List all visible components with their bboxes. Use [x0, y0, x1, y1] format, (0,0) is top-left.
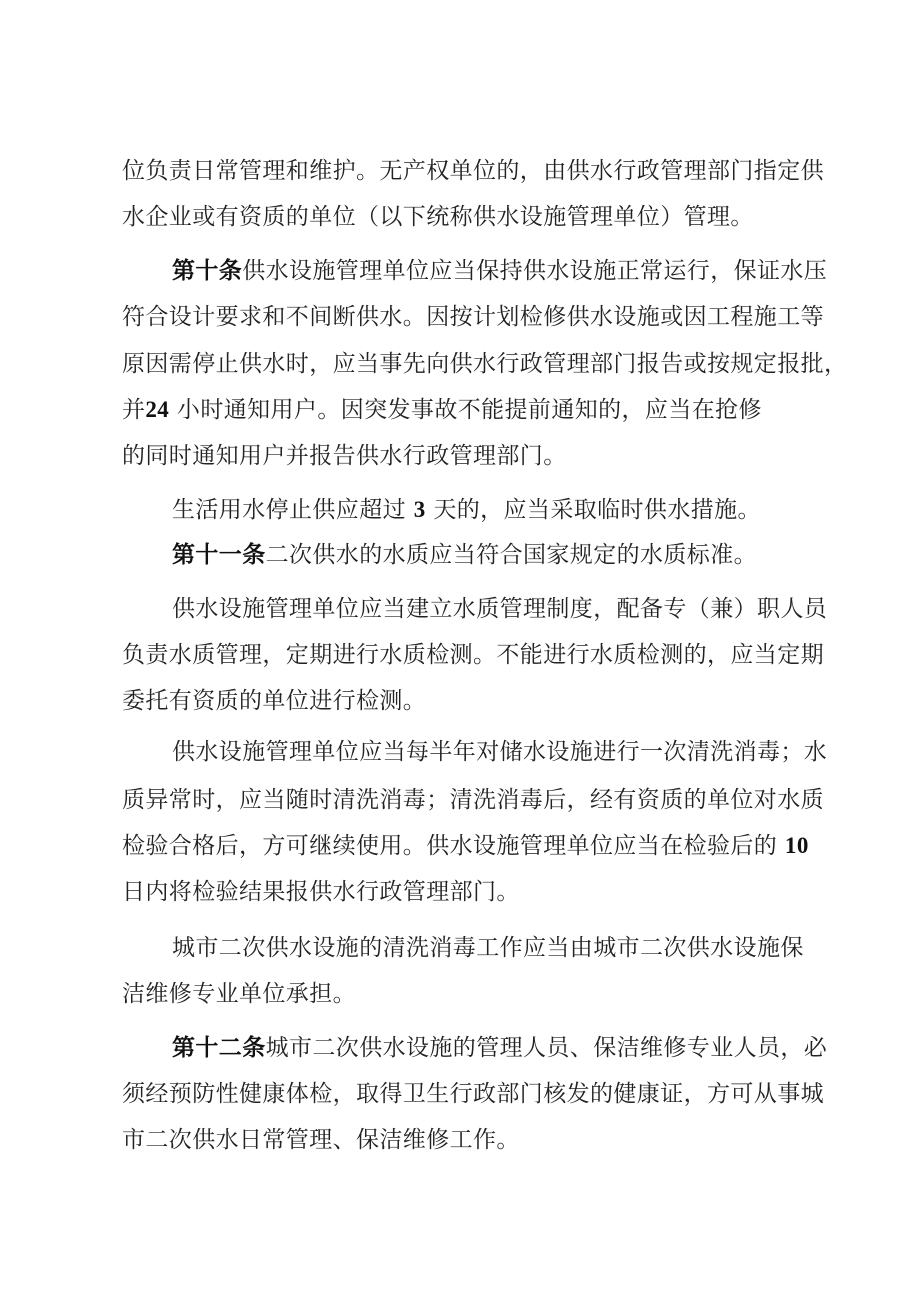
paragraph-text: 二次供水的水质应当符合国家规定的水质标准。: [265, 542, 758, 568]
paragraph-line: 市二次供水日常管理、保洁维修工作。: [122, 1127, 520, 1153]
article-11-line-1: [172, 540, 812, 570]
paragraph-text: 供水设施管理单位应当保持供水设施正常运行，保证水压: [242, 258, 828, 284]
paragraph-text: 城市二次供水设施的管理人员、保洁维修专业人员，必: [265, 1035, 828, 1061]
paragraph-line: 供水设施管理单位应当建立水质管理制度，配备专（兼）职人员: [172, 596, 828, 622]
paragraph-line: 须经预防性健康体检，取得卫生行政部门核发的健康证，方可从事城: [122, 1081, 824, 1107]
article-heading: 第十一条: [172, 542, 266, 568]
paragraph-text: 检验合格后，方可继续使用。供水设施管理单位应当在检验后的: [122, 833, 785, 859]
article-heading: 第十二条: [172, 1035, 266, 1061]
paragraph-line: 质异常时，应当随时清洗消毒；清洗消毒后，经有资质的单位对水质: [122, 787, 824, 813]
paragraph-line: 符合设计要求和不间断供水。因按计划检修供水设施或因工程施工等: [122, 304, 824, 330]
paragraph-line: 城市二次供水设施的清洗消毒工作应当由城市二次供水设施保: [172, 935, 804, 961]
text-suffix: 小时通知用户。因突发事故不能提前通知的，应当在抢修: [169, 397, 762, 423]
number-3: 3: [413, 497, 426, 522]
article-heading: 第十条: [172, 258, 243, 284]
paragraph-line: 洁维修专业单位承担。: [122, 981, 356, 1007]
article-10-line-1: [172, 256, 828, 286]
paragraph-line: 水企业或有资质的单位（以下统称供水设施管理单位）管理。: [122, 204, 754, 230]
paragraph-line: [122, 831, 812, 861]
paragraph-line: 的同时通知用户并报告供水行政管理部门。: [122, 443, 567, 469]
paragraph-line: 负责水质管理，定期进行水质检测。不能进行水质检测的，应当定期: [122, 642, 824, 668]
number-10: 10: [784, 833, 809, 858]
paragraph-line: 原因需停止供水时，应当事先向供水行政管理部门报告或按规定报批，: [122, 351, 848, 377]
paragraph-line: [122, 395, 812, 425]
paragraph-line: 供水设施管理单位应当每半年对储水设施进行一次清洗消毒；水: [172, 739, 828, 765]
number-24: 24: [145, 397, 170, 422]
paragraph-line: 位负责日常管理和维护。无产权单位的，由供水行政管理部门指定供: [122, 158, 824, 184]
paragraph-line: 日内将检验结果报供水行政管理部门。: [122, 879, 520, 905]
text-prefix: 并: [122, 397, 146, 423]
text-suffix: 天的，应当采取临时供水措施。: [425, 497, 761, 523]
paragraph-line: 委托有资质的单位进行检测。: [122, 688, 427, 714]
article-12-line-1: [172, 1033, 828, 1063]
paragraph-line: [172, 495, 812, 525]
text-prefix: 生活用水停止供应超过: [172, 497, 414, 523]
